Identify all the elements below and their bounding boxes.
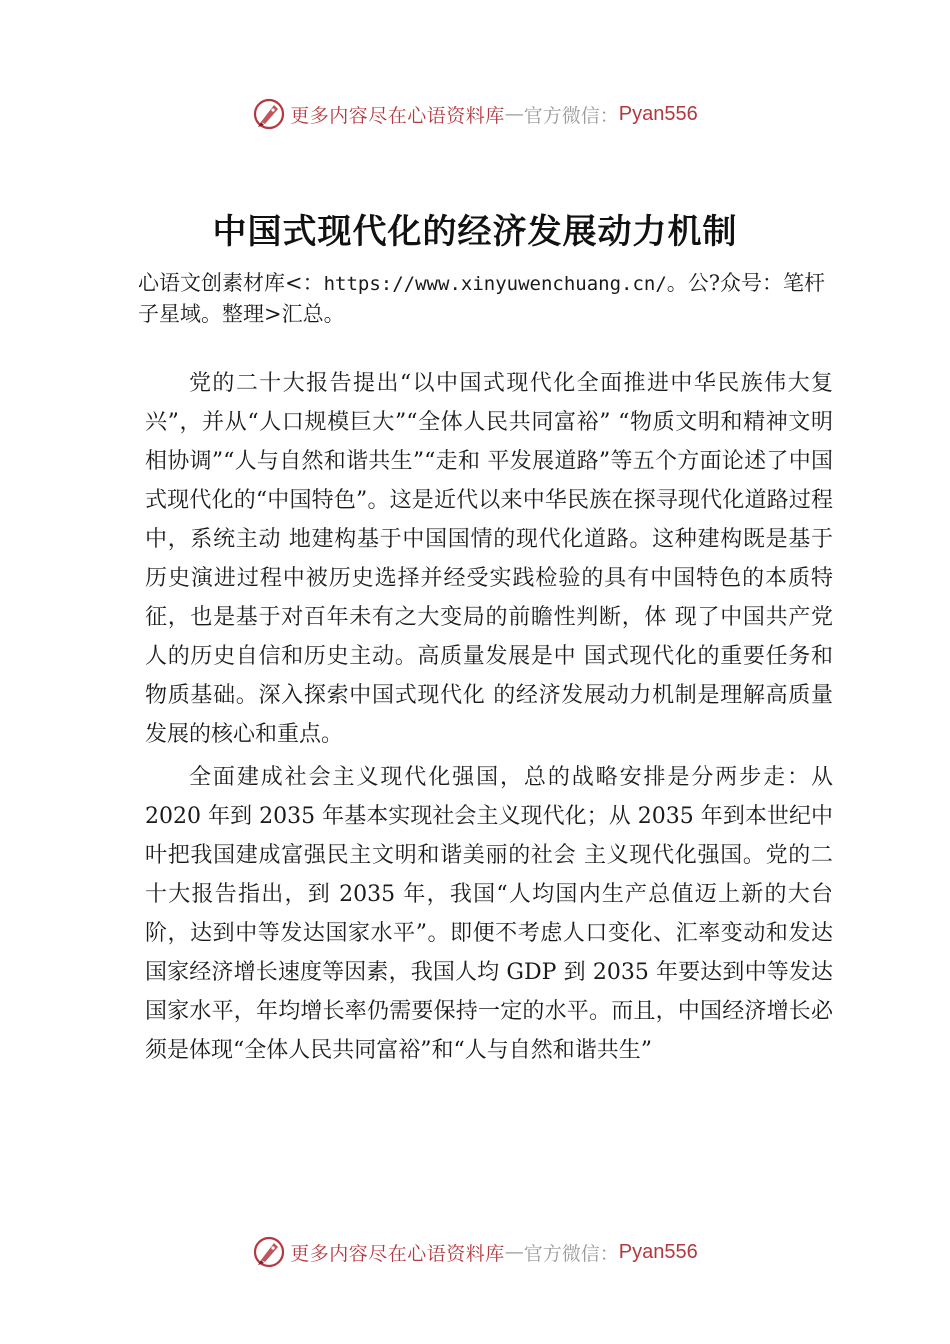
footer-banner (0, 1232, 950, 1272)
source-prefix: 心语文创素材库<： (138, 271, 324, 295)
banner-separator: — (504, 1241, 524, 1263)
banner-wechat-label: 官方微信： (523, 1242, 619, 1265)
source-suffix: 。公?众号：笔杆子星域。整理>汇总。 (138, 271, 826, 326)
banner-text: 更多内容尽在心语资料库 (290, 104, 505, 127)
banner-wechat-label: 官方微信： (523, 104, 619, 127)
banner-wechat-id: Pyan556 (618, 1240, 698, 1263)
header-banner (0, 94, 950, 134)
banner-text: 更多内容尽在心语资料库 (290, 1242, 505, 1265)
banner-separator: — (504, 103, 524, 125)
source-line (138, 268, 828, 329)
paragraph: 全面建成社会主义现代化强国，总的战略安排是分两步走：从 2020 年到 2035 年基本实现社会主义现代化；从 2035 年到本世纪中叶把我国建成富强民主文明和谐美丽的社会 主义现代化强国。党的二十大报告指出，到 2035 年，我国“人均国内生产总值迈上新的大台阶，达到中等发达国家水平”。即便不考虑人口变化、汇率变动和发达国家经济增长速度等因素，我国人均 GDP 到 2035 年要达到中等发达国家水平，年均增长率仍需要保持一定的水平。而且，中国经济增长必须是体现“全体人民共同富裕”和“人与自然和谐共生” (145, 765, 833, 1063)
document-body (145, 364, 833, 1070)
pen-nib-logo-icon (252, 97, 286, 131)
banner-wechat-id: Pyan556 (618, 102, 698, 125)
source-url: https://www.xinyuwenchuang.cn/ (323, 273, 667, 295)
document-title: 中国式现代化的经济发展动力机制 (212, 212, 738, 252)
paragraph: 党的二十大报告提出“以中国式现代化全面推进中华民族伟大复兴”，并从“人口规模巨大”“全体人民共同富裕” “物质文明和精神文明相协调”“人与自然和谐共生”“走和 平发展道路”等五个方面论述了中国式现代化的“中国特色”。这是近代以来中华民族在探寻现代化道路过程中，系统主动 地建构基于中国国情的现代化道路。这种建构既是基于历史演进过程中被历史选择并经受实践检验的具有中国特色的本质特征，也是基于对百年未有之大变局的前瞻性判断，体 现了中国共产党人的历史自信和历史主动。高质量发展是中 国式现代化的重要任务和物质基础。深入探索中国式现代化 的经济发展动力机制是理解高质量发展的核心和重点。 (145, 371, 833, 747)
pen-nib-logo-icon (252, 1235, 286, 1269)
